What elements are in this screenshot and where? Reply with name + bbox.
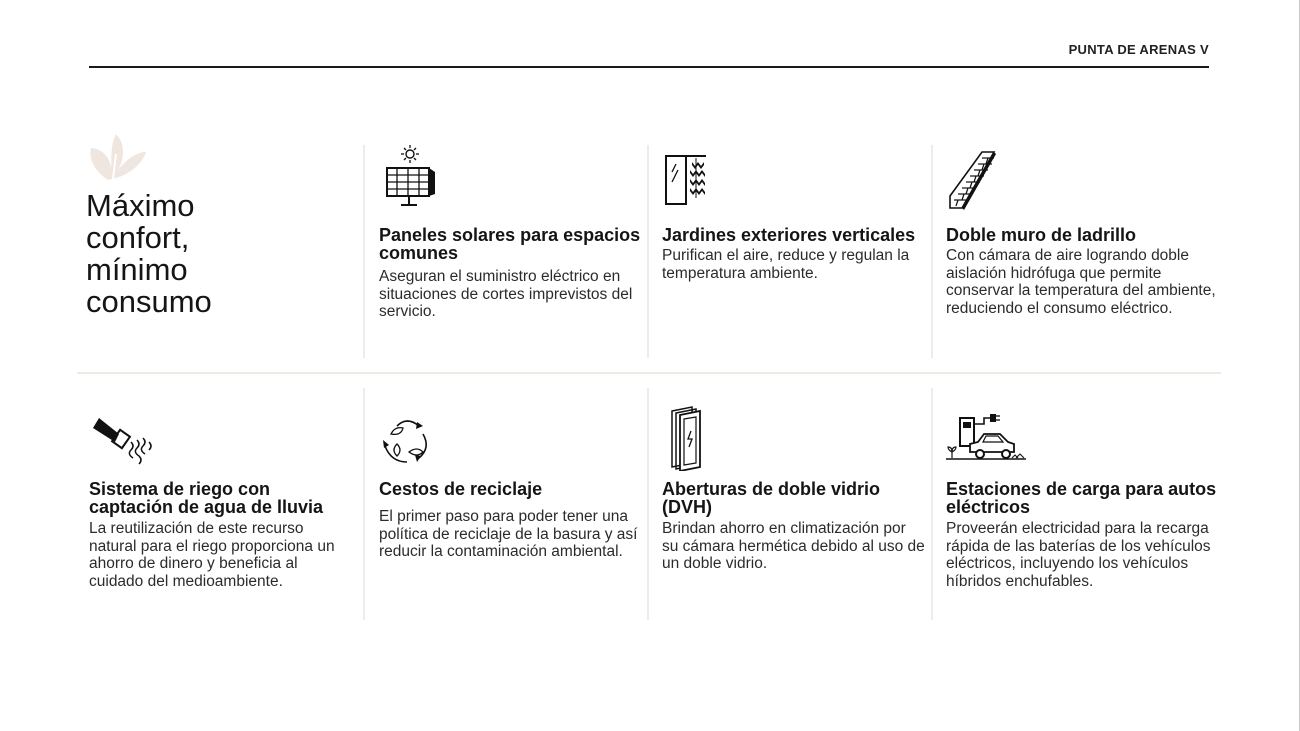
recycle-icon: [379, 412, 435, 468]
column-divider: [931, 388, 933, 620]
feature-description: Proveerán electricidad para la recarga rápida de las baterías de los vehículos eléctricos, incluyendo los vehículos híbridos enchufables.: [946, 520, 1211, 590]
ev-charging-icon: [946, 412, 1028, 464]
feature-description: Con cámara de aire logrando doble aislación hidrófuga que permite conservar la temperatura del ambiente, reduciendo el consumo eléctrico.: [946, 247, 1216, 317]
feature-title: Estaciones de carga para autos eléctricos: [946, 479, 1217, 517]
feature-title: Cestos de reciclaje: [379, 479, 543, 499]
brand-label: PUNTA DE ARENAS V: [1068, 42, 1209, 57]
column-divider: [931, 145, 933, 358]
feature-brick-wall: [946, 144, 1226, 317]
feature-title: Paneles solares para espacios comunes: [379, 225, 641, 263]
column-divider: [363, 145, 365, 358]
feature-solar-panels: [379, 144, 641, 320]
feature-rain-irrigation: [89, 412, 353, 590]
column-divider: [647, 388, 649, 620]
feature-recycling: [379, 412, 641, 560]
row-divider: [77, 372, 1221, 374]
double-glazing-icon: [662, 405, 712, 471]
column-divider: [647, 145, 649, 358]
feature-description: Purifican el aire, reduce y regulan la temperatura ambiente.: [662, 247, 910, 282]
feature-double-glazing: [662, 405, 926, 572]
feature-title: Sistema de riego con captación de agua de lluvia: [89, 479, 324, 517]
feature-description: Brindan ahorro en climatización por su cámara hermética debido al uso de un doble vidrio.: [662, 520, 925, 572]
header-rule: [89, 66, 1209, 68]
feature-description: La reutilización de este recurso natural para el riego proporciona un ahorro de dinero y beneficia al cuidado del medioambiente.: [89, 520, 335, 590]
brick-wall-icon: [946, 144, 1006, 210]
headline: Máximo confort, mínimo consumo: [86, 188, 212, 319]
feature-ev-charging: [946, 412, 1226, 590]
feature-title: Aberturas de doble vidrio (DVH): [662, 479, 881, 517]
feature-description: Aseguran el suministro eléctrico en situaciones de cortes imprevistos del servicio.: [379, 268, 633, 320]
feature-vertical-gardens: [662, 144, 926, 282]
irrigation-hose-icon: [89, 412, 157, 468]
solar-panel-icon: [379, 144, 439, 210]
leaf-logo-icon: [86, 132, 148, 182]
feature-title: Doble muro de ladrillo: [946, 225, 1137, 245]
vertical-garden-icon: [662, 144, 722, 210]
feature-title: Jardines exteriores verticales: [662, 225, 916, 245]
column-divider: [363, 388, 365, 620]
feature-description: El primer paso para poder tener una política de reciclaje de la basura y así reducir la contaminación ambiental.: [379, 508, 638, 560]
